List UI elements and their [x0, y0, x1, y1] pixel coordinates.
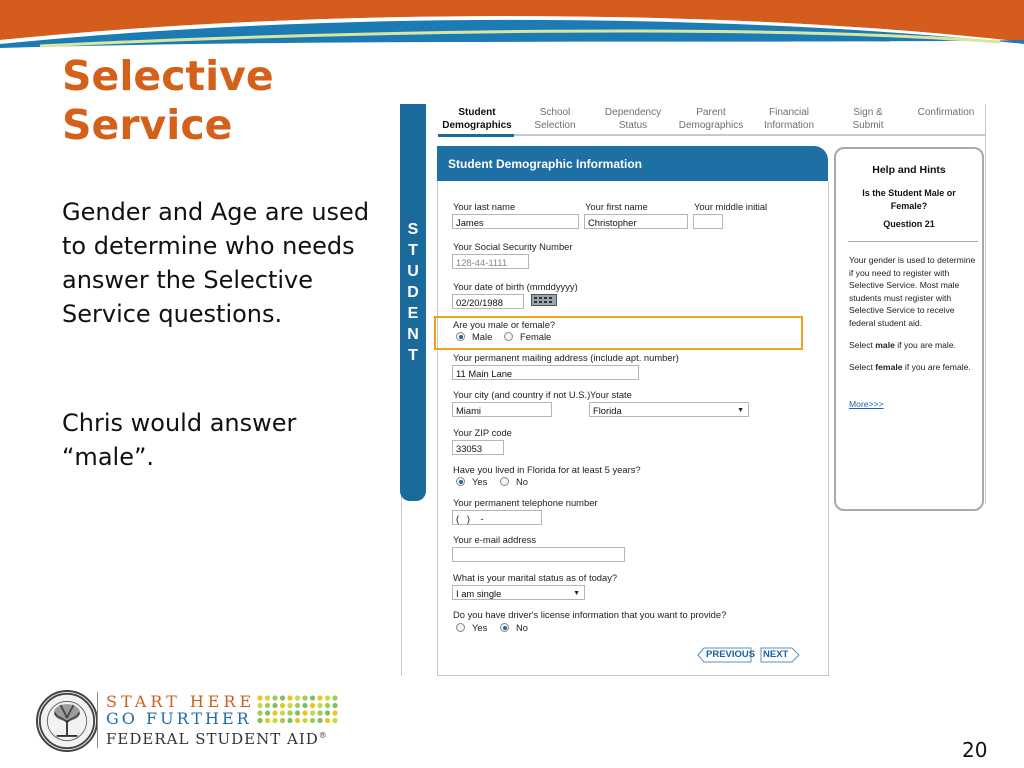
tab-dependency-status[interactable]	[598, 107, 668, 132]
logo-dot	[287, 695, 292, 700]
logo-start-here: START HERE	[106, 692, 256, 711]
help-text: Select	[849, 362, 876, 372]
help-paragraph-1: Your gender is used to determine if you need to register with Selective Service. Most male students must register with Selective Service to receive federal student aid.	[849, 255, 976, 328]
dropdown-arrow-icon: ▼	[573, 590, 580, 597]
logo-dot	[310, 695, 315, 700]
help-question-line-2: Female?	[890, 201, 928, 211]
previous-button[interactable]	[697, 647, 756, 663]
help-title: Help and Hints	[872, 164, 946, 176]
license-yes-radio[interactable]	[456, 623, 465, 632]
address-input[interactable]: 11 Main Lane	[452, 365, 639, 380]
license-label: Do you have driver's license information that you want to provide?	[453, 609, 727, 620]
gender-question-highlight	[434, 316, 803, 350]
side-letter: T	[408, 347, 418, 364]
gender-male-option: Male	[472, 331, 493, 342]
help-question-number: Question 21	[883, 219, 935, 229]
logo-dot	[317, 710, 322, 715]
tab-label-line-1: Financial	[768, 107, 810, 118]
screenshot-right-border	[985, 104, 986, 504]
side-letter: U	[407, 263, 419, 280]
department-seal-icon	[36, 690, 98, 752]
next-button[interactable]	[760, 647, 800, 663]
dob-input[interactable]: 02/20/1988	[452, 294, 524, 309]
logo-dot	[295, 695, 300, 700]
header-band	[0, 0, 1024, 60]
logo-dot	[332, 703, 337, 708]
logo-dot	[302, 703, 307, 708]
tab-label-line-2: Demographics	[678, 119, 744, 131]
logo-dot	[295, 710, 300, 715]
help-emphasis: female	[875, 362, 903, 372]
logo-dot	[332, 695, 337, 700]
tab-label-line-1: Confirmation	[917, 107, 975, 118]
tab-parent-demographics[interactable]	[676, 107, 746, 132]
logo-dot	[257, 695, 262, 700]
help-more-link[interactable]: More>>>	[849, 399, 884, 409]
logo-dot	[310, 703, 315, 708]
logo-divider	[97, 692, 98, 748]
gender-label: Are you male or female?	[453, 319, 556, 330]
tab-label-line-1: Dependency	[604, 107, 662, 118]
florida-no-option: No	[516, 476, 528, 487]
tab-financial-information[interactable]	[756, 107, 822, 132]
slide-title	[62, 52, 274, 150]
logo-dot	[325, 710, 330, 715]
logo-dot	[265, 718, 270, 723]
logo-dot	[287, 703, 292, 708]
side-letter: D	[407, 284, 419, 301]
help-question-line-1: Is the Student Male or	[862, 188, 956, 198]
phone-input[interactable]: ( ) -	[452, 510, 542, 525]
state-label: Your state	[590, 389, 632, 400]
help-paragraph-2	[849, 339, 979, 352]
slide-paragraph-1: Gender and Age are used to determine who needs answer the Selective Service questions.	[62, 198, 370, 328]
side-letter: S	[407, 221, 419, 238]
side-letter: E	[407, 305, 419, 322]
logo-dot	[265, 710, 270, 715]
logo-dot	[265, 703, 270, 708]
tab-label-line-2: Status	[618, 119, 648, 131]
logo-dot	[317, 695, 322, 700]
license-no-radio[interactable]	[500, 623, 509, 632]
logo-dot	[317, 703, 322, 708]
tab-label-line-2: Information	[763, 119, 815, 131]
logo-dot	[302, 718, 307, 723]
logo-dot	[257, 703, 262, 708]
logo-dot	[302, 710, 307, 715]
florida-yes-option: Yes	[472, 476, 488, 487]
first-name-input[interactable]: Christopher	[584, 214, 688, 229]
middle-initial-label: Your middle initial	[694, 201, 768, 212]
logo-dot	[332, 710, 337, 715]
active-tab-indicator	[438, 134, 514, 137]
help-text: if you are male.	[894, 340, 957, 350]
logo-dot	[280, 710, 285, 715]
logo-dot	[325, 703, 330, 708]
marital-status-value: I am single	[456, 588, 502, 599]
logo-dot	[302, 695, 307, 700]
help-text: if you are female.	[902, 362, 971, 372]
tab-label-line-2: Submit	[852, 119, 884, 131]
tab-sign-submit[interactable]	[838, 107, 898, 132]
slide-paragraph-2: Chris would answer “male”.	[62, 409, 297, 471]
state-select-value: Florida	[593, 405, 622, 416]
last-name-input[interactable]: James	[452, 214, 579, 229]
side-letter: N	[407, 326, 419, 343]
previous-label: PREVIOUS	[706, 649, 756, 660]
tab-strip-rule	[438, 134, 986, 136]
florida-yes-radio[interactable]	[456, 477, 465, 486]
student-side-bar	[400, 104, 426, 501]
phone-label: Your permanent telephone number	[453, 497, 598, 508]
tab-label-line-2: Selection	[534, 119, 576, 131]
logo-go-further: GO FURTHER	[106, 709, 252, 728]
calendar-icon[interactable]	[531, 294, 557, 306]
tab-confirmation[interactable]	[910, 107, 982, 120]
license-yes-option: Yes	[472, 622, 488, 633]
tab-label-line-1: School	[539, 107, 571, 118]
dropdown-arrow-icon: ▼	[737, 407, 744, 414]
next-label: NEXT	[763, 649, 789, 660]
logo-dot	[287, 710, 292, 715]
florida-residency-label: Have you lived in Florida for at least 5 years?	[453, 464, 641, 475]
logo-dot	[280, 695, 285, 700]
help-paragraph-3	[849, 361, 979, 374]
zip-label: Your ZIP code	[453, 427, 512, 438]
tab-school-selection[interactable]	[524, 107, 586, 132]
logo-fsa-text: FEDERAL STUDENT AID	[106, 730, 319, 748]
help-hints-panel	[834, 147, 984, 511]
license-no-option: No	[516, 622, 528, 633]
tab-label-line-2: Demographics	[442, 119, 512, 131]
help-emphasis: male	[875, 340, 895, 350]
first-name-label: Your first name	[585, 201, 648, 212]
logo-dot	[287, 718, 292, 723]
form-panel-title: Student Demographic Information	[448, 157, 643, 171]
title-line-1: Selective	[62, 52, 274, 100]
help-divider	[848, 241, 978, 242]
logo-dot	[317, 718, 322, 723]
logo-dot	[272, 718, 277, 723]
dob-label: Your date of birth (mmddyyyy)	[453, 281, 578, 292]
logo-dot	[272, 703, 277, 708]
logo-dots-icon	[256, 694, 340, 726]
logo-dot	[310, 718, 315, 723]
logo-dot	[272, 710, 277, 715]
florida-no-radio[interactable]	[500, 477, 509, 486]
logo-dot	[332, 718, 337, 723]
city-label: Your city (and country if not U.S.)	[453, 389, 591, 400]
logo-dot	[295, 703, 300, 708]
city-input[interactable]: Miami	[452, 402, 552, 417]
ssn-label: Your Social Security Number	[453, 241, 573, 252]
logo-dot	[272, 695, 277, 700]
marital-status-select[interactable]	[452, 585, 585, 600]
tab-label-line-1: Sign &	[853, 107, 883, 118]
address-label: Your permanent mailing address (include apt. number)	[453, 352, 679, 363]
tab-label-line-1: Parent	[696, 107, 726, 118]
email-input[interactable]	[452, 547, 625, 562]
tab-label-line-1: Student	[458, 107, 496, 118]
side-letter: T	[408, 242, 418, 259]
registered-mark: ®	[318, 731, 328, 740]
email-label: Your e-mail address	[453, 534, 537, 545]
marital-status-label: What is your marital status as of today?	[453, 572, 618, 583]
title-line-2: Service	[62, 101, 233, 149]
zip-input[interactable]: 33053	[452, 440, 504, 455]
slide-page-number: 20	[962, 738, 988, 762]
logo-dot	[325, 718, 330, 723]
logo-dot	[310, 710, 315, 715]
state-select[interactable]	[589, 402, 749, 417]
ssn-input[interactable]: 128-44-1111	[452, 254, 529, 269]
logo-dot	[280, 718, 285, 723]
logo-dot	[295, 718, 300, 723]
logo-dot	[280, 703, 285, 708]
middle-initial-input[interactable]	[693, 214, 723, 229]
last-name-label: Your last name	[453, 201, 516, 212]
logo-dot	[257, 710, 262, 715]
tab-student-demographics[interactable]	[440, 107, 514, 132]
logo-federal-student-aid	[106, 730, 328, 748]
logo-dot	[325, 695, 330, 700]
logo-dot	[265, 695, 270, 700]
help-text: Select	[849, 340, 876, 350]
gender-female-option: Female	[520, 331, 552, 342]
logo-dot	[257, 718, 262, 723]
